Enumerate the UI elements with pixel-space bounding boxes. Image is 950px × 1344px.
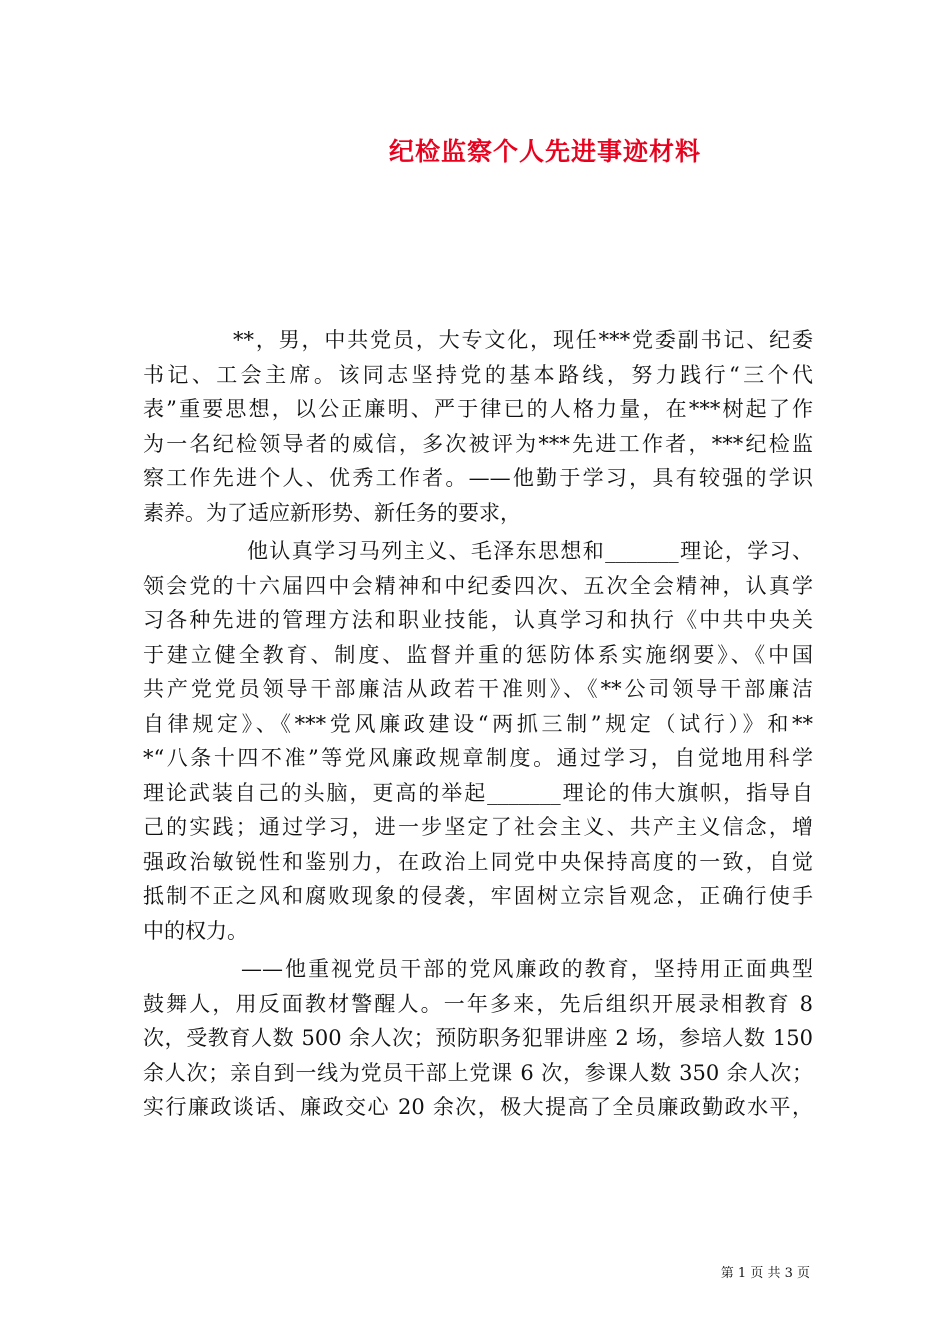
text-line: 习各种先进的管理方法和职业技能，认真学习和执行《中共中央关 [143,608,813,632]
paragraph-2 [143,534,813,948]
text-line: 强政治敏锐性和鉴别力，在政治上同党中央保持高度的一致，自觉 [143,849,813,874]
text-line: *“八条十四不准”等党风廉政规章制度。通过学习，自觉地用科学 [143,746,813,770]
text-line: 察工作先进个人、优秀工作者。——他勤于学习，具有较强的学识 [143,466,813,490]
document-title: 纪检监察个人先进事迹材料 [388,137,701,166]
text-line: 自律规定》、《***党风廉政建设“两抓三制”规定（试行）》和** [143,711,813,736]
text-line: 共产党党员领导干部廉洁从政若干准则》、《**公司领导干部廉洁 [143,677,813,701]
text-line: 己的实践；通过学习，进一步坚定了社会主义、共产主义信念，增 [143,815,813,839]
text-line: 中的权力。 [143,918,248,943]
text-line: 素养。为了适应新形势、新任务的要求， [143,500,521,525]
document-body [143,323,813,1125]
text-line: 鼓舞人，用反面教材警醒人。一年多来，先后组织开展录相教育 8 [143,991,813,1016]
text-line: 实行廉政谈话、廉政交心 20 余次，极大提高了全员廉政勤政水平， [143,1095,813,1119]
text-line: 书记、工会主席。该同志坚持党的基本路线，努力践行“三个代 [143,362,813,387]
text-line: 他认真学习马列主义、毛泽东思想和_______理论，学习、 [247,539,813,563]
text-line: 余人次；亲自到一线为党员干部上党课 6 次，参课人数 350 余人次； [143,1060,813,1085]
text-line: **，男，中共党员，大专文化，现任***党委副书记、纪委 [233,328,813,352]
paragraph-3 [143,952,813,1125]
text-line: 领会党的十六届四中会精神和中纪委四次、五次全会精神，认真学 [143,573,813,598]
text-line: 表”重要思想，以公正廉明、严于律已的人格力量，在***树起了作 [143,397,813,421]
text-line: 为一名纪检领导者的威信，多次被评为***先进工作者，***纪检监 [143,431,813,456]
text-line: 理论武装自己的头脑，更高的举起_______理论的伟大旗帜，指导自 [143,780,813,805]
paragraph-1 [143,323,813,530]
page-number-footer: 第 1 页 共 3 页 [720,1266,810,1281]
text-line: 抵制不正之风和腐败现象的侵袭，牢固树立宗旨观念，正确行使手 [143,884,813,908]
text-line: 于建立健全教育、制度、监督并重的惩防体系实施纲要》、《中国 [143,642,813,667]
text-line: ——他重视党员干部的党风廉政的教育，坚持用正面典型 [241,957,813,981]
text-line: 次，受教育人数 500 余人次；预防职务犯罪讲座 2 场，参培人数 150 [143,1026,813,1050]
